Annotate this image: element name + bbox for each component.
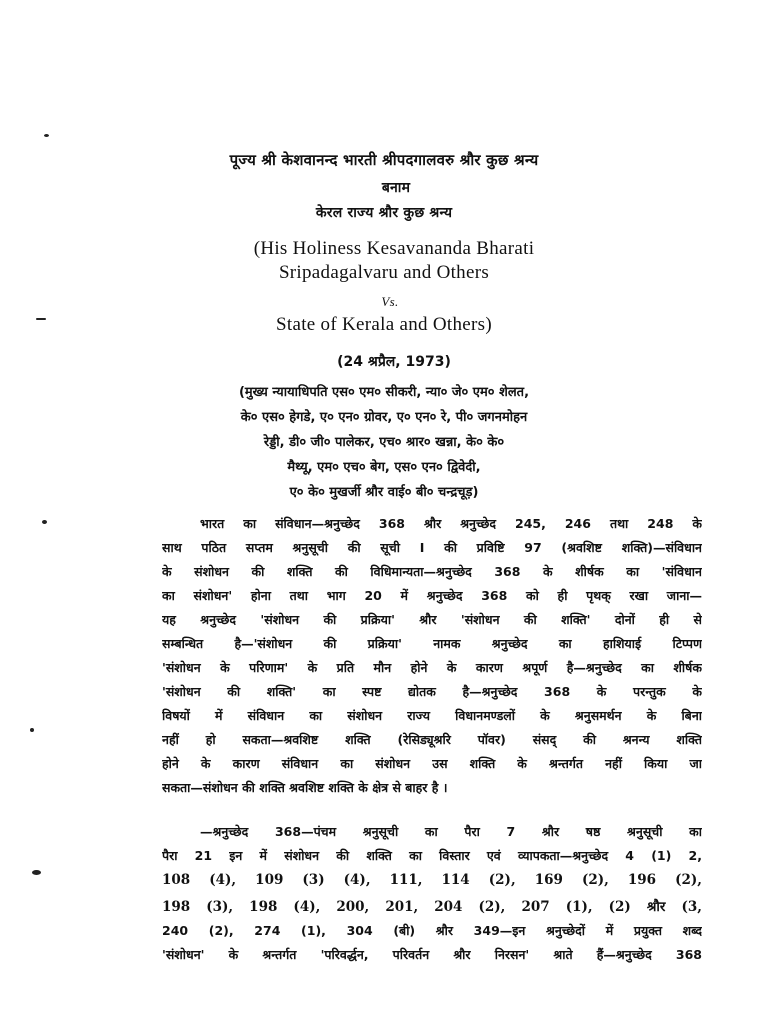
paragraph-1-line: के संशोधन की शक्ति की विधिमान्यता—श्रनुच्छेद 368 के शीर्षक का 'संविधान bbox=[162, 564, 702, 579]
paragraph-1-line: विषयों में संविधान का संशोधन राज्य विधानमण्डलों के श्रनुसमर्थन के बिना bbox=[162, 708, 702, 723]
english-title-line-1: (His Holiness Kesavananda Bharati bbox=[253, 238, 535, 259]
paragraph-1-line: 'संशोधन की शक्ति' का स्पष्ट द्योतक है—श्रनुच्छेद 368 के परन्तुक के bbox=[162, 684, 702, 699]
paragraph-2-line: 240 (2), 274 (1), 304 (बी) श्रौर 349—इन श्रनुच्छेदों में प्रयुक्त शब्द bbox=[162, 923, 702, 938]
paragraph-1-line: यह श्रनुच्छेद 'संशोधन की प्रक्रिया' श्रौर 'संशोधन की शक्ति' दोनों ही से bbox=[162, 612, 702, 627]
scan-speck bbox=[44, 134, 49, 137]
paragraph-2-line: 198 (3), 198 (4), 200, 201, 204 (2), 207 (1), (2) श्रौर (3, bbox=[162, 899, 702, 915]
scan-speck bbox=[32, 870, 41, 875]
hindi-title-line-3: केरल राज्य श्रौर कुछ श्रन्य bbox=[315, 205, 453, 221]
scan-speck bbox=[42, 520, 47, 524]
paragraph-2-line: 'संशोधन' के श्रन्तर्गत 'परिवर्द्धन, परिवर्तन श्रौर निरसन' श्राते हैं—श्रनुच्छेद 368 bbox=[162, 947, 702, 962]
english-title-line-3: State of Kerala and Others) bbox=[276, 314, 492, 335]
paragraph-2-line: 108 (4), 109 (3) (4), 111, 114 (2), 169 (2), 196 (2), bbox=[162, 872, 702, 888]
paragraph-2-line: पैरा 21 इन में संशोधन की शक्ति का विस्तार एवं व्यापकता—श्रनुच्छेद 4 (1) 2, bbox=[162, 848, 702, 863]
paragraph-2-line: —श्रनुच्छेद 368—पंचम श्रनुसूची का पैरा 7 श्रौर षष्ठ श्रनुसूची का bbox=[200, 824, 702, 839]
english-title-line-2: Sripadagalvaru and Others bbox=[278, 262, 490, 283]
paragraph-1-line: होने के कारण संविधान का संशोधन उस शक्ति के श्रन्तर्गत नहीं किया जा bbox=[162, 756, 702, 771]
scan-speck bbox=[30, 728, 34, 732]
paragraph-1-line: भारत का संविधान—श्रनुच्छेद 368 श्रौर श्रनुच्छेद 245, 246 तथा 248 के bbox=[200, 516, 702, 531]
english-vs: Vs. bbox=[381, 294, 399, 309]
paragraph-1-line: 'संशोधन के परिणाम' के प्रति मौन होने के कारण श्रपूर्ण है—श्रनुच्छेद का शीर्षक bbox=[162, 660, 702, 675]
judges-line-2: के० एस० हेगडे, ए० एन० ग्रोवर, ए० एन० रे, पी० जगनमोहन bbox=[240, 410, 528, 425]
judgment-date: (24 श्रप्रैल, 1973) bbox=[337, 354, 451, 370]
paragraph-1-line: साथ पठित सप्तम श्रनुसूची की सूची I की प्रविष्टि 97 (श्रवशिष्ट शक्ति)—संविधान bbox=[162, 540, 702, 555]
judges-line-5: ए० के० मुखर्जी श्रौर वाई० बी० चन्द्रचूड़) bbox=[289, 485, 479, 500]
paragraph-1-line: का संशोधन' होना तथा भाग 20 में श्रनुच्छेद 368 को ही पृथक् रखा जाना— bbox=[162, 588, 702, 603]
judges-line-3: रेड्डी, डी० जी० पालेकर, एच० श्रार० खन्ना, के० के० bbox=[263, 435, 505, 450]
paragraph-1-line: नहीं हो सकता—श्रवशिष्ट शक्ति (रेसिड्यूश्ररि पॉवर) संसद् की श्रनन्य शक्ति bbox=[162, 732, 702, 747]
paragraph-1-line: सम्बन्धित है—'संशोधन की प्रक्रिया' नामक श्रनुच्छेद का हाशियाई टिप्पण bbox=[162, 636, 702, 651]
paragraph-1-line: सकता—संशोधन की शक्ति श्रवशिष्ट शक्ति के क्षेत्र से बाहर है । bbox=[162, 780, 448, 795]
hindi-title-line-1: पूज्य श्री केशवानन्द भारती श्रीपदगालवरु श्रौर कुछ श्रन्य bbox=[229, 151, 539, 169]
hindi-title-line-2: बनाम bbox=[381, 180, 411, 196]
judges-line-1: (मुख्य न्यायाधिपति एस० एम० सीकरी, न्या० जे० एम० शेलत, bbox=[238, 385, 530, 400]
judges-line-4: मैथ्यू, एम० एच० बेग, एस० एन० द्विवेदी, bbox=[287, 460, 481, 475]
